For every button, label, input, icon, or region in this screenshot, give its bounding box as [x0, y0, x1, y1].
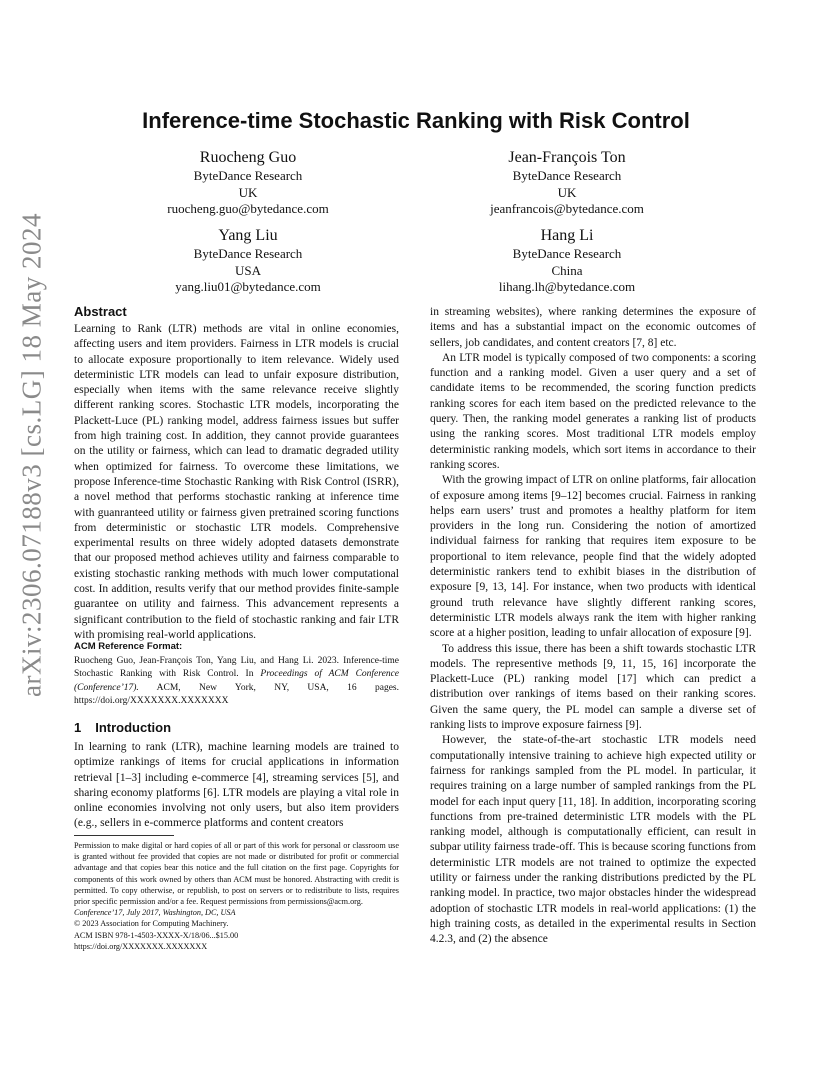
right-column-body [430, 305, 756, 947]
paper-title: Inference-time Stochastic Ranking with Risk Control [142, 108, 690, 133]
author-country: USA [234, 262, 261, 278]
permission-notice: Permission to make digital or hard copies of all or part of this work for personal or classroom use is granted without fee provided that copies are not made or distributed for profit or commercial advantage and that copies bear this notice and the full citation on the first page. Copyrights for components of this work owned by others than ACM must be honored. Abstracting with credit is permitted. To copy otherwise, or republish, to post on servers or to redistribute to lists, requires prior specific permission and/or a fee. Request permissions from permissions@acm.org. [74, 841, 399, 907]
acm-reference-heading: ACM Reference Format: [74, 641, 183, 652]
copyright-footnote [74, 840, 399, 952]
copyright-line: © 2023 Association for Computing Machinery. [74, 919, 229, 929]
right-paragraph-5: However, the state-of-the-art stochastic LTR models need computationally intensive training to achieve high expected utility or fairness for rankings sampled from the PL model. In particular, it requires training on a large number of sampled rankings from the PL model for each input query [11, 18]. In addition, incorporating scoring functions from pre-trained deterministic LTR models with the PL ranking model, although is computationally efficient, can result in subpar utility fairness trade-off. This is because scoring functions from deterministic LTR models are not trained to optimize the expected utility or fairness under the ranking distributions predicted by the PL ranking model. In practice, two major obstacles hinder the widespread adoption of stochastic LTR models in real-world applications: (1) the high training costs, as detailed in the experimental results in Section 4.2.3, and (2) the absence [430, 734, 756, 946]
author-name: Ruocheng Guo [199, 149, 297, 166]
author-email: jeanfrancois@bytedance.com [490, 201, 644, 216]
author-country: UK [557, 184, 577, 200]
acm-reference-publisher: ACM, New York, NY, USA, 16 pages. https://doi.org/XXXXXXX.XXXXXXX [74, 682, 399, 706]
abstract-text: Learning to Rank (LTR) methods are vital in online economies, affecting users and item providers. Fairness in LTR models is crucial to allocate exposure proportionally to item relevance. Widely used deterministic LTR models can lead to unfair exposure distribution, especially when items with the same relevance receive slightly different ranking scores. Stochastic LTR models, incorporating the Plackett-Luce (PL) ranking model, address fairness issues but suffer from high training cost. In addition, they cannot provide guarantees on the utility or fairness, which can lead to dramatic degraded utility when optimized for fairness. To overcome these limitations, we propose Inference-time Stochastic Ranking with Risk Control (ISRR), a novel method that performs stochastic ranking at inference time with guanranteed utility or fairness given pretrained scoring functions from deterministic or stochastic LTR models. Comprehensive experimental results on three widely adopted datasets demonstrate that our proposed method achieves utility and fairness comparable to existing stochastic ranking methods with much lower computational cost. In addition, results verify that our method provides finite-sample guarantee on utility and fairness. This advancement represents a significant contribution to the field of stochastic ranking and fair LTR with promising real-world applications. [74, 323, 399, 641]
author-block-4 [427, 226, 707, 296]
section-title: Introduction [95, 720, 172, 735]
author-affiliation: ByteDance Research [512, 246, 622, 261]
arxiv-identifier-stamp [12, 150, 52, 760]
author-email: yang.liu01@bytedance.com [175, 279, 321, 294]
section-number: 1 [74, 720, 82, 735]
author-affiliation: ByteDance Research [193, 168, 303, 183]
author-block-3 [108, 226, 388, 296]
author-name: Jean-François Ton [508, 149, 626, 166]
right-paragraph-2: An LTR model is typically composed of two components: a scoring function and a ranking model. Given a user query and a set of candidate items to be recommended, the scoring function predicts ranking scores for each item based on the predicted relevance to the query. Then, the ranking model generates a ranking list of products using the ranking scores. Most traditional LTR models employ deterministic ranking models, which sort items in accordance to their ranking scores. [430, 351, 756, 471]
doi-line: https://doi.org/XXXXXXX.XXXXXXX [74, 941, 208, 951]
author-affiliation: ByteDance Research [193, 246, 303, 261]
section-heading-introduction [74, 720, 171, 735]
introduction-body-left [74, 740, 399, 832]
author-affiliation: ByteDance Research [512, 168, 622, 183]
right-paragraph-1: in streaming websites), where ranking determines the exposure of items and has a substantial impact on the economic outcomes of sellers, job candidates, and content creators [7, 8] etc. [430, 306, 756, 349]
abstract-body [74, 322, 399, 643]
author-block-1 [108, 148, 388, 218]
introduction-paragraph: In learning to rank (LTR), machine learning models are trained to optimize rankings of items for crucial applications in information retrieval [1–3] including e-commerce [4], streaming services [5], and sharing economy platforms [6]. LTR models are playing a vital role in online economies involving not only users, but also item providers (e.g., sellers in e-commerce platforms and content creators [74, 741, 399, 830]
footnote-divider [74, 835, 174, 836]
acm-reference-body [74, 655, 399, 708]
right-paragraph-4: To address this issue, there has been a shift towards stochastic LTR models. The representive methods [9, 11, 15, 16] incorporate the Plackett-Luce (PL) ranking model [17] which can predict a distribution over rankings of items based on their ranking scores. Given the same query, the PL model can sample a diverse set of ranking lists to improve exposure fairness [9]. [430, 642, 756, 732]
author-name: Hang Li [540, 227, 594, 244]
author-name: Yang Liu [218, 227, 278, 244]
author-email: ruocheng.guo@bytedance.com [167, 201, 329, 216]
acm-reference-text: Ruocheng Guo, Jean-François Ton, Yang Liu, and Hang Li. 2023. Inference-time Stochastic Ranking with Risk Control. In [74, 656, 399, 680]
author-country: UK [238, 184, 258, 200]
abstract-heading: Abstract [74, 304, 127, 319]
author-email: lihang.lh@bytedance.com [498, 279, 636, 294]
isbn-line: ACM ISBN 978-1-4503-XXXX-X/18/06...$15.00 [74, 930, 239, 940]
right-paragraph-3: With the growing impact of LTR on online platforms, fair allocation of exposure among items [9–12] becomes crucial. Fairness in ranking helps earn users’ trust and promotes a healthy platform for item providers in the long run. Considering the notion of amortized individual fairness for ranking that requires item exposure to be proportional to item relevance, people find that the widely adopted deterministic rankers tend to exhibit biases in the distribution of exposure [9, 13, 14]. For instance, when two products with identical ground truth relevance have slightly different ranking scores, deterministic LTR models always rank the item with higher ranking score at a higher position, leading to unfair allocation of exposure [9]. [430, 474, 756, 640]
conference-line: Conference’17, July 2017, Washington, DC, USA [74, 908, 236, 918]
author-country: China [551, 262, 583, 278]
arxiv-identifier-text: arXiv:2306.07188v3 [cs.LG] 18 May 2024 [16, 213, 47, 697]
author-block-2 [427, 148, 707, 218]
acm-reference-venue: Proceedings of ACM Conference (Conference’17). [74, 669, 400, 693]
